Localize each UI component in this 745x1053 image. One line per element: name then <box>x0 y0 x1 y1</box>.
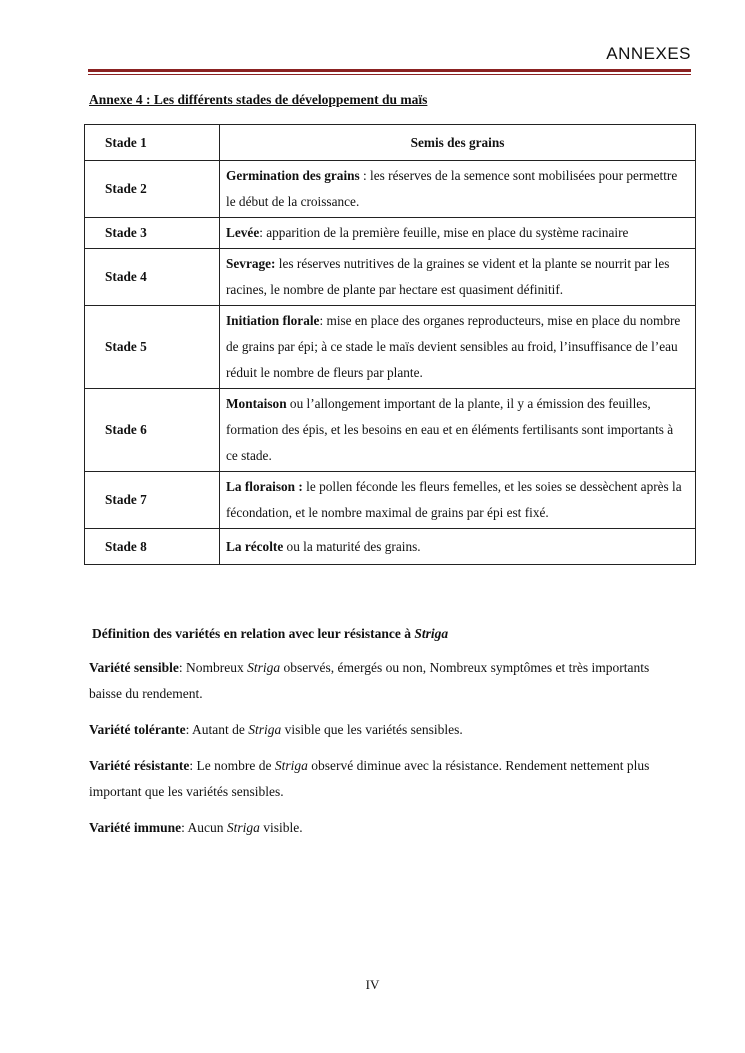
stage-text: le pollen féconde les fleurs femelles, et les soies se dessèchent après la fécondation, et le nombre maximal de grains par épi est fixé. <box>226 479 682 520</box>
stage-description <box>220 529 696 565</box>
stage-label: Stade 2 <box>85 161 220 218</box>
definition-text: observés, émergés ou non, Nombreux symptômes et très importants baisse du rendement. <box>89 660 650 701</box>
definition-term: Variété sensible <box>89 660 179 675</box>
definition-text: : Le nombre de <box>189 758 275 773</box>
stage-description <box>220 472 696 529</box>
running-header: ANNEXES <box>606 44 691 63</box>
definition-term: Variété résistante <box>89 758 190 773</box>
stage-description <box>220 161 696 218</box>
annex-title: Annexe 4 : Les différents stades de développement du maïs <box>89 92 428 107</box>
table-row <box>85 218 696 249</box>
table-row <box>85 249 696 306</box>
definition-striga: Striga <box>247 660 281 675</box>
stage-term: Germination des grains <box>226 168 360 183</box>
stage-description <box>220 249 696 306</box>
definition-term: Variété immune <box>89 820 182 835</box>
definition-immune <box>89 815 669 841</box>
definition-text: visible que les variétés sensibles. <box>281 722 463 737</box>
stage-description <box>220 218 696 249</box>
stage-term: Initiation florale <box>226 313 320 328</box>
definitions-title-text: Définition des variétés en relation avec leur résistance à <box>92 626 415 641</box>
definition-sensible <box>89 655 669 707</box>
definitions-title <box>92 626 448 642</box>
stage-label: Stade 8 <box>85 529 220 565</box>
definitions-list <box>89 655 669 851</box>
definition-text: : Autant de <box>185 722 249 737</box>
stage-text: : apparition de la première feuille, mise en place du système racinaire <box>259 225 629 240</box>
stage-description: Semis des grains <box>220 125 696 161</box>
stage-description <box>220 389 696 472</box>
stage-label: Stade 4 <box>85 249 220 306</box>
development-stages-table <box>84 124 696 565</box>
table-row <box>85 389 696 472</box>
stage-term: Montaison <box>226 396 287 411</box>
page-number: IV <box>365 977 380 992</box>
table-row <box>85 125 696 161</box>
table-row <box>85 529 696 565</box>
stage-description <box>220 306 696 389</box>
header-rule-thin <box>88 74 691 75</box>
stage-text: ou l’allongement important de la plante, il y a émission des feuilles, formation des épis, et les besoins en eau et en éléments fertilisants sont importants à ce stade. <box>226 396 674 463</box>
stage-text: les réserves nutritives de la graines se vident et la plante se nourrit par les racines, le nombre de plante par hectare est quasiment définitif. <box>226 256 670 297</box>
stage-term: La floraison : <box>226 479 303 494</box>
header-rule-thick <box>88 69 691 72</box>
stage-term: Sevrage: <box>226 256 276 271</box>
stage-label: Stade 7 <box>85 472 220 529</box>
stage-term: La récolte <box>226 538 284 554</box>
stage-label: Stade 1 <box>85 125 220 161</box>
table-row <box>85 472 696 529</box>
definition-text: : Nombreux <box>178 660 248 675</box>
stage-label: Stade 3 <box>85 218 220 249</box>
definitions-title-striga: Striga <box>414 626 449 641</box>
table-row <box>85 306 696 389</box>
definition-text: : Aucun <box>181 820 227 835</box>
definition-term: Variété tolérante <box>89 722 186 737</box>
table-row <box>85 161 696 218</box>
stage-label: Stade 6 <box>85 389 220 472</box>
definition-striga: Striga <box>248 722 282 737</box>
definition-striga: Striga <box>274 758 308 773</box>
definition-tolerante <box>89 717 669 743</box>
definition-striga: Striga <box>226 820 260 835</box>
stage-label: Stade 5 <box>85 306 220 389</box>
stage-text: : mise en place des organes reproducteurs, mise en place du nombre de grains par épi; à ce stade le maïs devient sensibles au froid, l’insuffisance de l’eau réduit le nombre de fleurs par plante. <box>226 313 681 380</box>
definition-text: visible. <box>259 820 303 835</box>
stage-term: Levée <box>226 225 260 240</box>
stage-text: ou la maturité des grains. <box>283 538 421 554</box>
definition-resistante <box>89 753 669 805</box>
stage-text: : les réserves de la semence sont mobilisées pour permettre le début de la croissance. <box>226 168 678 209</box>
definition-text: observé diminue avec la résistance. Rendement nettement plus important que les variétés sensibles. <box>89 758 650 799</box>
